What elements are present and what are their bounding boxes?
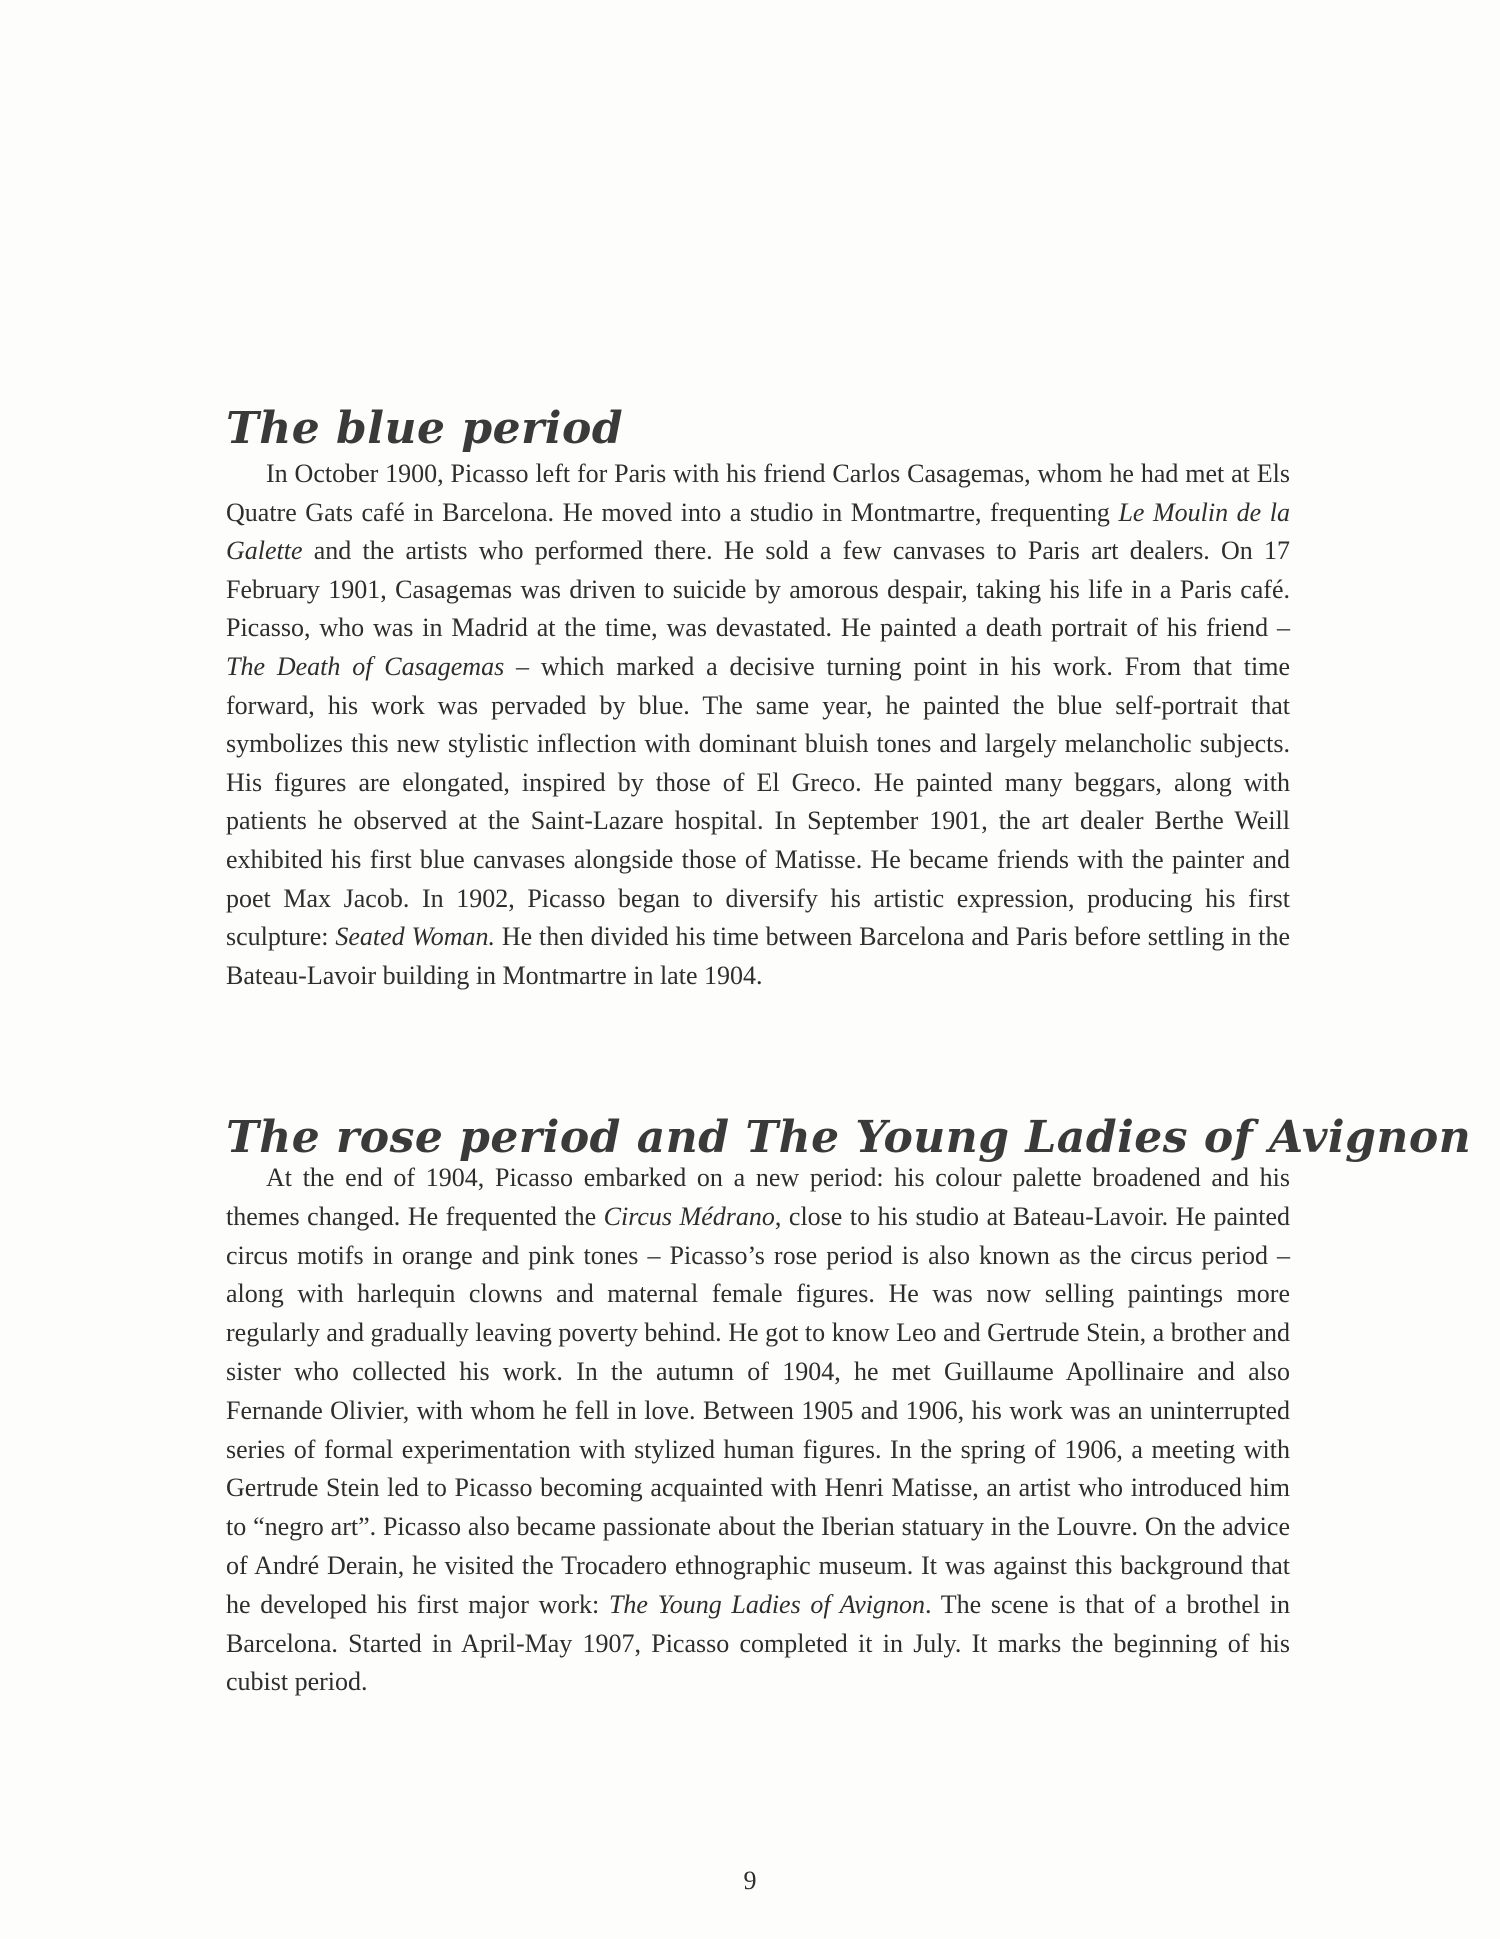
text-run: At the end of 1904, Picasso embarked on a new period: his colour palette broadened and his themes changed. He frequented the — [226, 1163, 1290, 1231]
artwork-title: Seated Woman. — [335, 922, 496, 952]
text-run: and the artists who performed there. He sold a few canvases to Paris art dealers. On 17 February 1901, Casagemas was driven to suicide by amorous despair, taking his life in a Paris café. Picasso, who was in Madrid at the time, was devastated. He painted a death portrait of his friend – — [226, 536, 1290, 643]
section-paragraph-rose-period — [226, 1159, 1290, 1702]
page-number: 9 — [743, 1866, 757, 1895]
venue-title: Circus Médrano — [603, 1201, 775, 1231]
artwork-title: The Young Ladies of Avignon — [608, 1589, 926, 1619]
text-run: In October 1900, Picasso left for Paris with his friend Carlos Casagemas, whom he had met at Els Quatre Gats café in Barcelona. He moved into a studio in Montmartre, frequenting — [226, 459, 1290, 527]
artwork-title: Le Moulin de la Galette — [226, 497, 1291, 566]
text-run: He then divided his time between Barcelona and Paris before settling in the Bateau-Lavoir building in Montmartre in late 1904. — [226, 922, 1290, 990]
artwork-title: The Death of Casagemas — [226, 651, 505, 681]
section-heading-blue-period: The blue period — [226, 403, 624, 454]
section-heading-rose-period: The rose period and The Young Ladies of Avignon — [226, 1112, 1472, 1163]
text-run: , close to his studio at Bateau-Lavoir. He painted circus motifs in orange and pink tones – Picasso’s rose period is also known as the circus period – along with harlequin clowns and maternal female figures. He was now selling paintings more regularly and gradually leaving poverty behind. He got to know Leo and Gertrude Stein, a brother and sister who collected his work. In the autumn of 1904, he met Guillaume Apollinaire and also Fernande Olivier, with whom he fell in love. Between 1905 and 1906, his work was an uninterrupted series of formal experimentation with stylized human figures. In the spring of 1906, a meeting with Gertrude Stein led to Picasso becoming acquainted with Henri Matisse, an artist who introduced him to “negro art”. Picasso also became passionate about the Iberian statuary in the Louvre. On the advice of André Derain, he visited the Trocadero ethnographic museum. It was against this background that he developed his first major work: — [226, 1201, 1290, 1619]
text-run: . The scene is that of a brothel in Barcelona. Started in April-May 1907, Picasso completed it in July. It marks the beginning of his cubist period. — [226, 1589, 1290, 1697]
text-run: – which marked a decisive turning point in his work. From that time forward, his work was pervaded by blue. The same year, he painted the blue self-portrait that symbolizes this new stylistic inflection with dominant bluish tones and largely melancholic subjects. His figures are elongated, inspired by those of El Greco. He painted many beggars, along with patients he observed at the Saint-Lazare hospital. In September 1901, the art dealer Berthe Weill exhibited his first blue canvases alongside those of Matisse. He became friends with the painter and poet Max Jacob. In 1902, Picasso began to diversify his artistic expression, producing his first sculpture: — [226, 651, 1290, 952]
section-paragraph-blue-period — [226, 455, 1290, 995]
